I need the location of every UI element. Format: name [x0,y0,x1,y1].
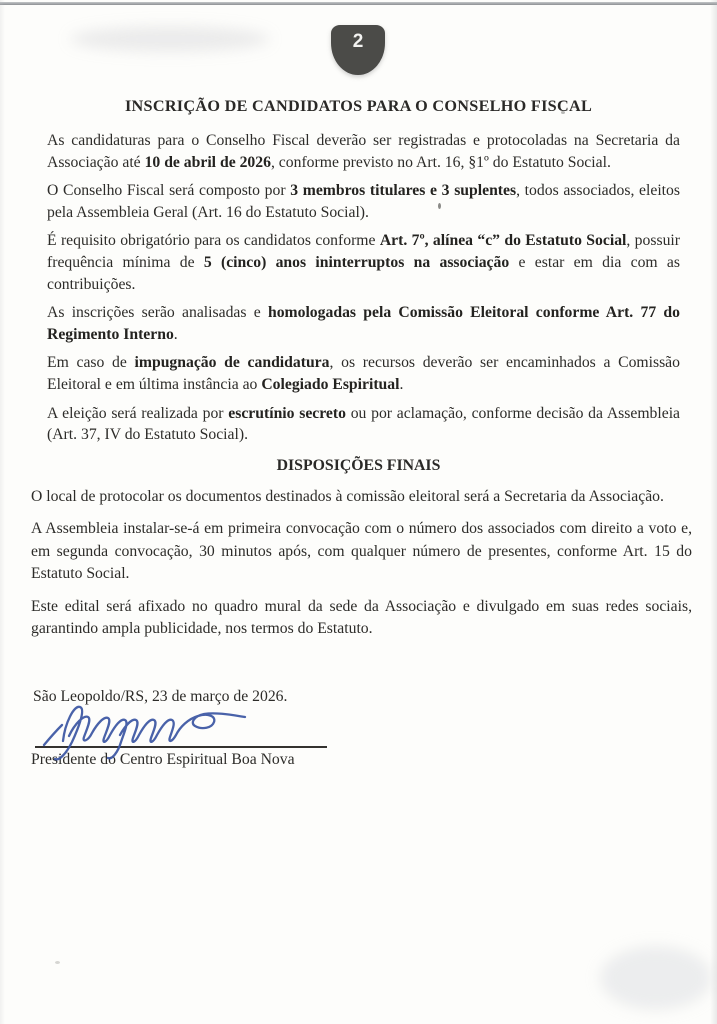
signature-label: Presidente do Centro Espiritual Boa Nova [31,751,295,768]
section-inscricao-candidatos [47,130,680,453]
signature-handwriting [36,699,266,765]
paragraph: O Conselho Fiscal será composto por 3 membros titulares e 3 suplentes, todos associados, eleitos pela Assembleia Geral (Art. 16 do Estatuto Social). [47,182,680,221]
paragraph: As inscrições serão analisadas e homologadas pela Comissão Eleitoral conforme Art. 77 do Regimento Interno. [47,304,680,343]
paragraph: A Assembleia instalar-se-á em primeira convocação com o número dos associados com direito a voto e, em segunda convocação, 30 minutos após, com qualquer número de presentes, conforme Art. 15 do Estatuto Social. [31,520,692,583]
paragraph: A eleição será realizada por escrutínio secreto ou por aclamação, conforme decisão da Assembleia (Art. 37, IV do Estatuto Social). [47,404,681,444]
section-title-disposicoes-finais: DISPOSIÇÕES FINAIS [276,457,441,474]
scan-edge-shadow-right [710,0,717,1024]
paragraph: Em caso de impugnação de candidatura, os recursos deverão ser encaminhados a Comissão Eleitoral e em última instância ao Colegiado Espiritual. [47,354,680,393]
paragraph: O local de protocolar os documentos destinados à comissão eleitoral será a Secretaria da Associação. [31,488,664,505]
paragraph: É requisito obrigatório para os candidatos conforme Art. 7º, alínea “c” do Estatuto Social, possuir frequência mínima de 5 (cinco) anos ininterruptos na associação e estar em dia com as contribuições. [47,232,681,293]
signature-stroke [44,707,245,759]
place-date-line: São Leopoldo/RS, 23 de março de 2026. [33,688,288,705]
scan-smudge [70,26,270,52]
paragraph: Este edital será afixado no quadro mural da sede da Associação e divulgado em suas redes sociais, garantindo ampla publicidade, nos termos do Estatuto. [31,597,692,638]
page-number: 2 [352,31,364,52]
scan-edge-artifact [0,2,717,5]
scan-smudge [600,946,712,1010]
page-number-badge [331,25,385,75]
scan-edge-shadow-left [0,0,5,1024]
document-title: INSCRIÇÃO DE CANDIDATOS PARA O CONSELHO FISCAL [124,97,593,115]
scan-speck [55,961,60,964]
section-disposicoes-finais [31,486,692,650]
paragraph: As candidaturas para o Conselho Fiscal deverão ser registradas e protocoladas na Secretaria da Associação até 10 de abril de 2026, conforme previsto no Art. 16, §1º do Estatuto Social. [47,132,680,171]
